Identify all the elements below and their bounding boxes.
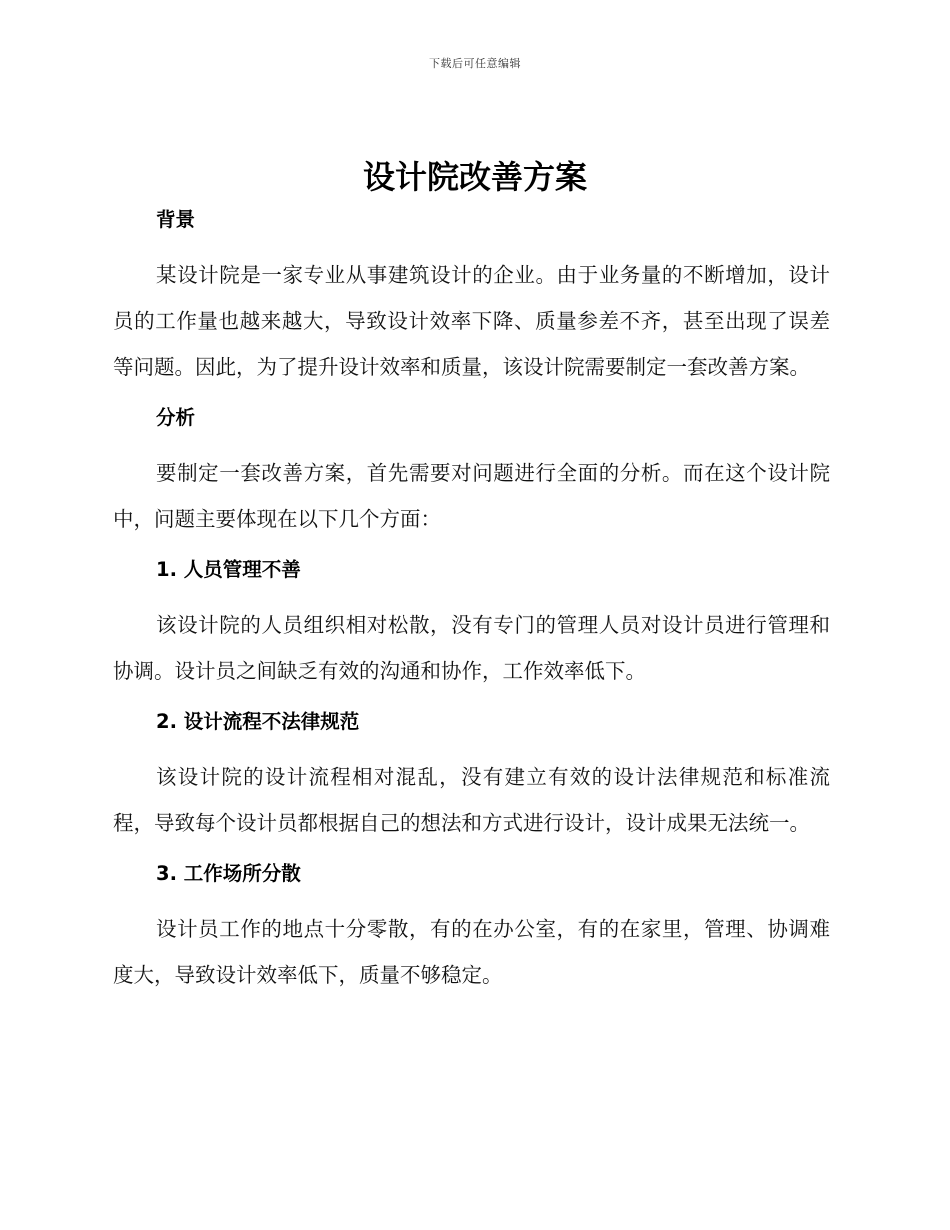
section-heading-item-1: 1. 人员管理不善 — [156, 558, 301, 581]
section-paragraph-item-3: 设计员工作的地点十分零散，有的在办公室，有的在家里，管理、协调难度大，导致设计效率低下，质量不够稳定。 — [113, 917, 830, 987]
section-heading-item-3: 3. 工作场所分散 — [156, 862, 301, 885]
header-note: 下载后可任意编辑 — [429, 57, 521, 70]
section-paragraph-item-2: 该设计院的设计流程相对混乱，没有建立有效的设计法律规范和标准流程，导致每个设计员都根据自己的想法和方式进行设计，设计成果无法统一。 — [113, 765, 830, 835]
section-paragraph-item-1: 该设计院的人员组织相对松散，没有专门的管理人员对设计员进行管理和协调。设计员之间缺乏有效的沟通和协作，工作效率低下。 — [113, 613, 830, 683]
section-paragraph-background: 某设计院是一家专业从事建筑设计的企业。由于业务量的不断增加，设计员的工作量也越来越大，导致设计效率下降、质量参差不齐，甚至出现了误差等问题。因此，为了提升设计效率和质量，该设计院需要制定一套改善方案。 — [113, 263, 830, 379]
section-heading-background: 背景 — [156, 208, 196, 231]
section-heading-analysis: 分析 — [156, 406, 196, 429]
section-heading-item-2: 2. 设计流程不法律规范 — [156, 710, 360, 733]
section-paragraph-analysis: 要制定一套改善方案，首先需要对问题进行全面的分析。而在这个设计院中，问题主要体现在以下几个方面： — [113, 461, 830, 531]
document-body — [113, 200, 830, 998]
page-title: 设计院改善方案 — [362, 158, 587, 196]
